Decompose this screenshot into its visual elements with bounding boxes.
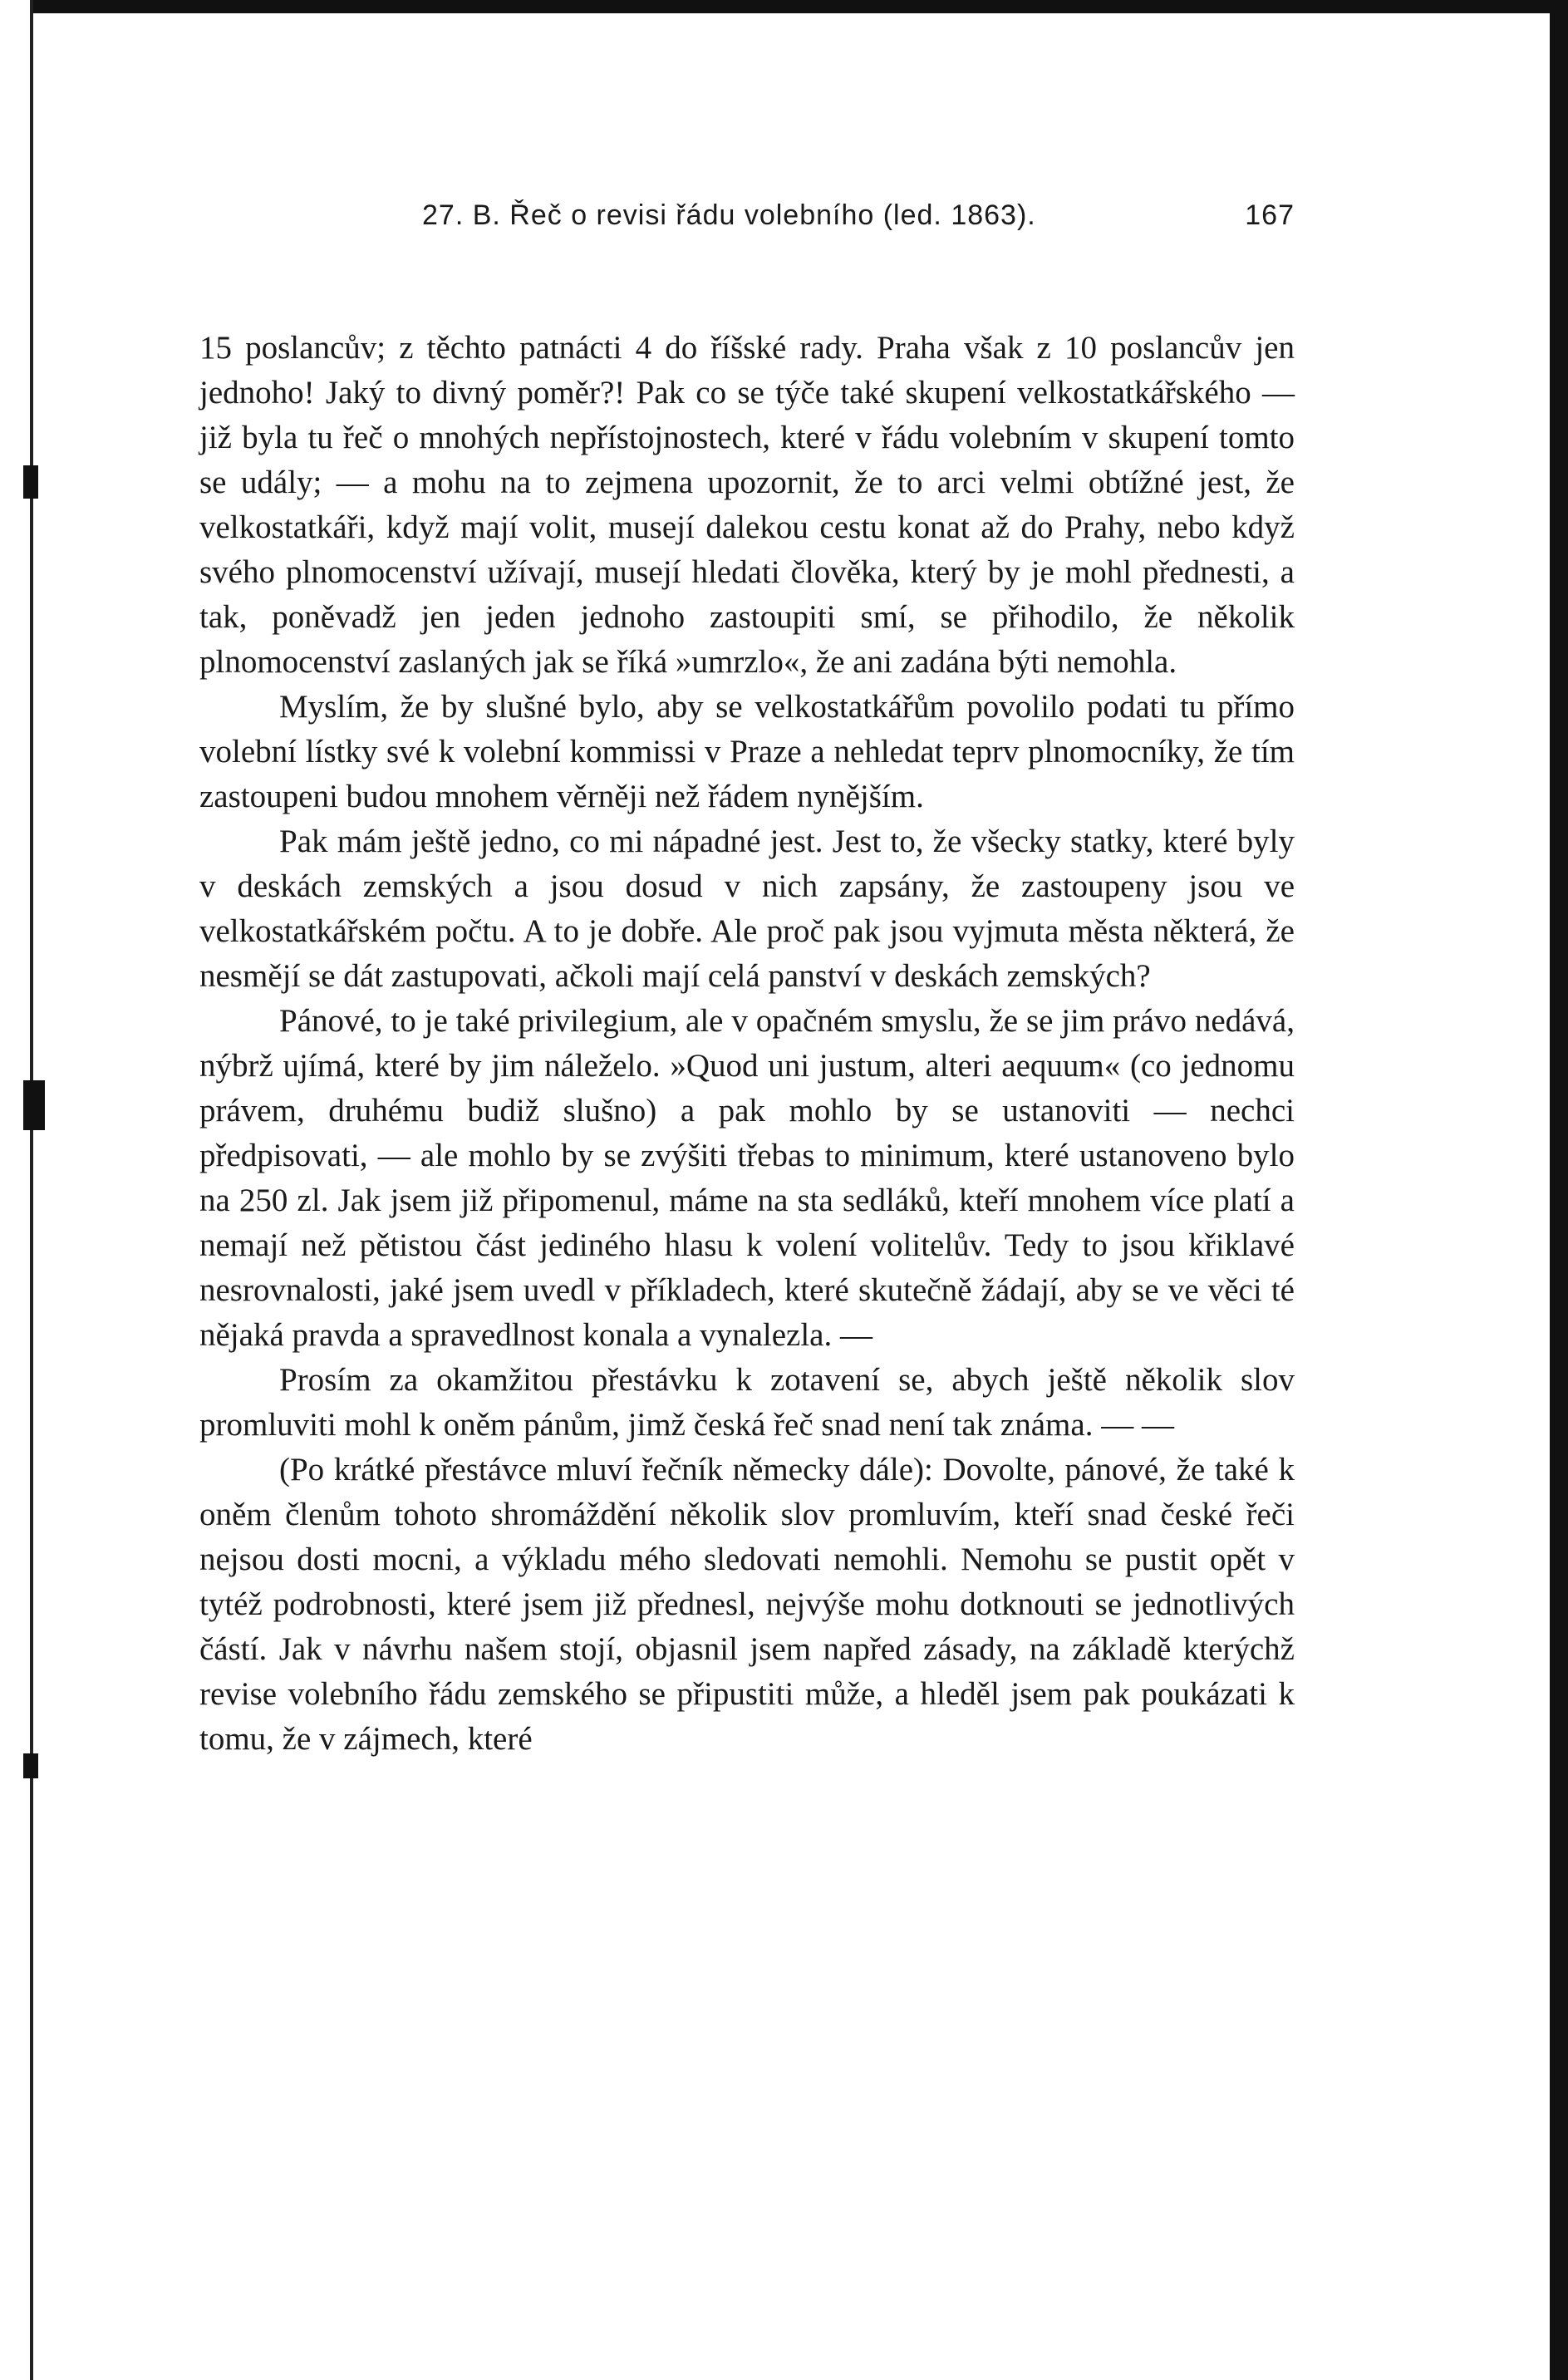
scan-right-edge — [1550, 0, 1568, 2380]
paragraph: Pánové, to je také privilegium, ale v opačném smyslu, že se jim právo nedává, nýbrž ujímá, které by jim náleželo. »Quod uni justum, alteri aequum« (co jednomu právem, druhému budiž slušno) a pak mohlo by se ustanoviti — nechci předpisovati, — ale mohlo by se zvýšiti třebas to minimum, které ustanoveno bylo na 250 zl. Jak jsem již připomenul, máme na sta sedláků, kteří mnohem více platí a nemají než pětistou část jediného hlasu k volení volitelův. Tedy to jsou křiklavé nesrovnalosti, jaké jsem uvedl v příkladech, které skutečně žádají, aby se ve věci té nějaká pravda a spravedlnost konala a vynalezla. — — [199, 1003, 1295, 1353]
paragraph: Pak mám ještě jedno, co mi nápadné jest. Jest to, že všecky statky, které byly v deskách zemských a jsou dosud v nich zapsány, že zastoupeny jsou ve velkostatkářském počtu. A to je dobře. Ale proč pak jsou vyjmuta města některá, že nesmějí se dát zastupovati, ačkoli mají celá panství v deskách zemských? — [199, 824, 1295, 994]
paragraph: Myslím, že by slušné bylo, aby se velkostatkářům povolilo podati tu přímo volební lístky své k volební kommissi v Praze a nehledat teprv plnomocníky, že tím zastoupeni budou mnohem věrněji než řádem nynějším. — [199, 689, 1295, 814]
scan-binding-mark — [23, 1753, 38, 1778]
page-number: 167 — [1245, 199, 1295, 231]
page-body — [199, 326, 1295, 1762]
paragraph: (Po krátké přestávce mluví řečník německy dále): Dovolte, pánové, že také k oněm členům tohoto shromáždění několik slov promluvím, kteří snad české řeči nejsou dosti mocni, a výkladu mého sledovati nemohli. Nemohu se pustit opět v tytéž podrobnosti, které jsem již přednesl, nejvýše mohu dotknouti se jednotlivých částí. Jak v návrhu našem stojí, objasnil jsem napřed zásady, na základě kterýchž revise volebního řádu zemského se připustiti může, a hleděl jsem pak poukázati k tomu, že v zájmech, které — [199, 1452, 1295, 1757]
paragraph: 15 poslancův; z těchto patnácti 4 do říšské rady. Praha však z 10 poslancův jen jednoho! Jaký to divný poměr?! Pak co se týče také skupení velkostatkářského — již byla tu řeč o mnohých nepřístojnostech, které v řádu volebním v skupení tomto se udály; — a mohu na to zejmena upozornit, že to arci velmi obtížné jest, že velkostatkáři, když mají volit, musejí dalekou cestu konat až do Prahy, nebo když svého plnomocenství užívají, musejí hledati člověka, který by je mohl přednesti, a tak, poněvadž jen jeden jednoho zastoupiti smí, se přihodilo, že několik plnomocenství zaslaných jak se říká »umrzlo«, že ani zadána býti nemohla. — [199, 330, 1295, 680]
running-header — [422, 199, 1295, 249]
book-page — [199, 199, 1295, 1762]
paragraph: Prosím za okamžitou přestávku k zotavení se, abych ještě několik slov promluviti mohl k oněm pánům, jimž česká řeč snad není tak známa. — — — [199, 1362, 1295, 1443]
scan-top-edge — [0, 0, 1568, 13]
running-title: 27. B. Řeč o revisi řádu volebního (led. 1863). — [422, 199, 1036, 231]
scan-binding-mark — [23, 1080, 45, 1130]
scan-left-edge — [0, 0, 33, 2380]
scan-binding-mark — [23, 465, 38, 499]
